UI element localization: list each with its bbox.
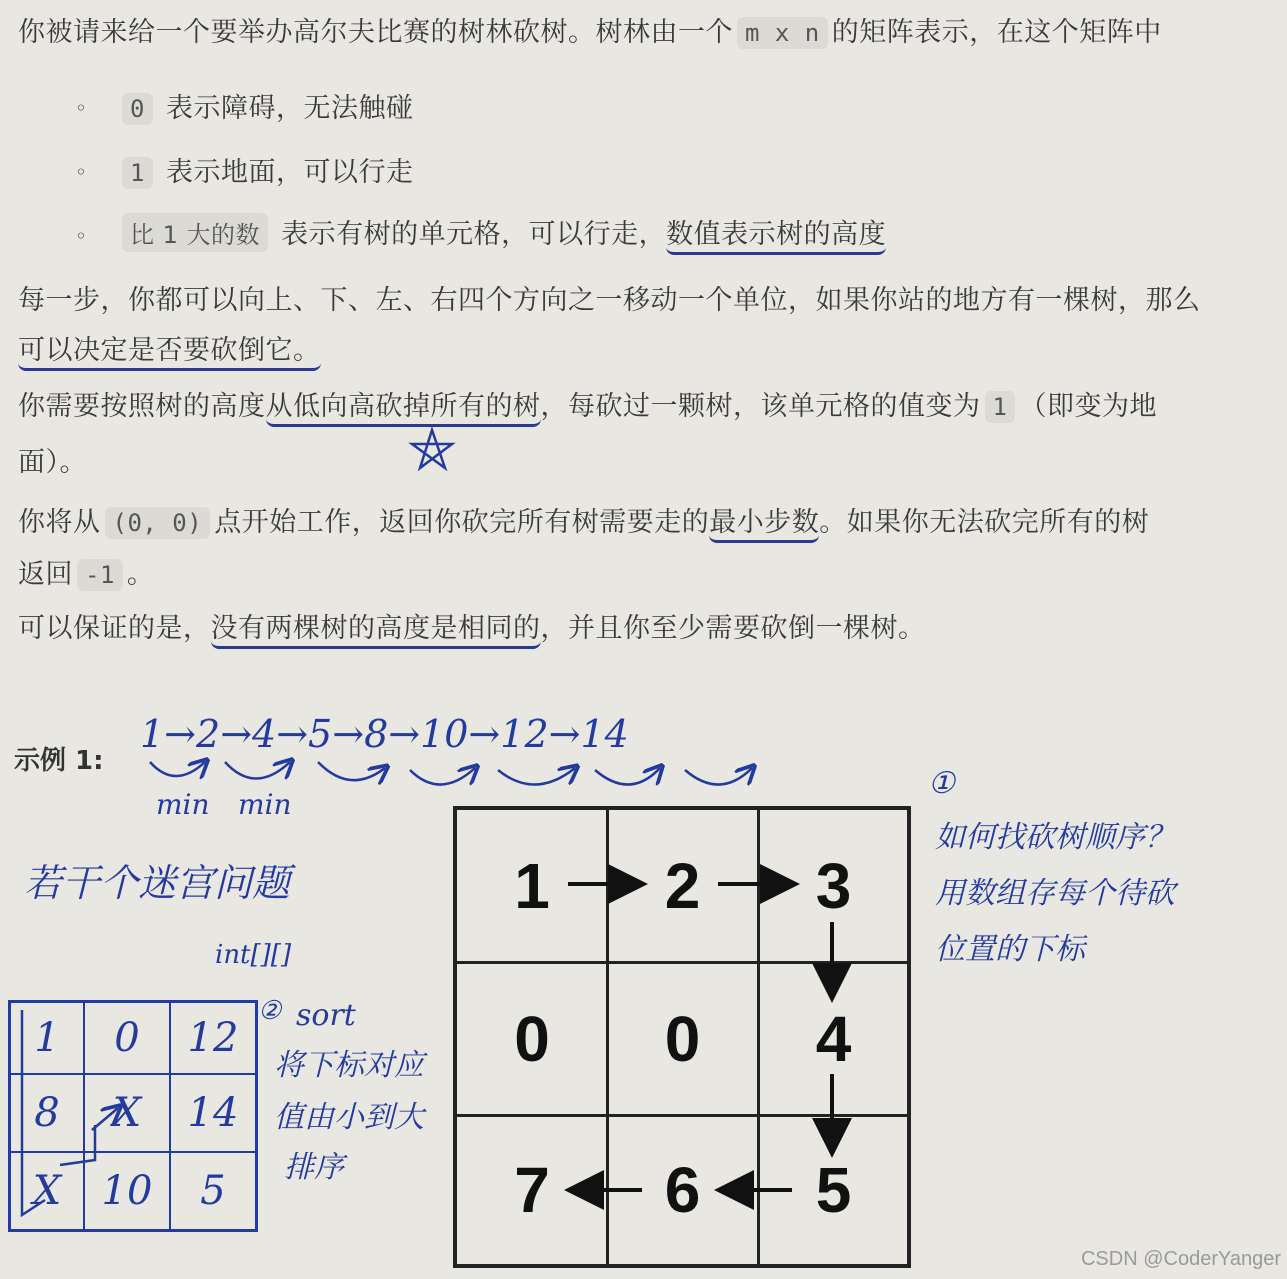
hand-path-icon: [22, 1010, 45, 1215]
para-3-text-c: 。如果你无法砍完所有的树: [819, 507, 1150, 538]
para-2-text-c: （即变为地: [1019, 391, 1157, 422]
hand-cell: 1: [34, 1015, 60, 1061]
hand-cell: X: [32, 1168, 62, 1214]
handwritten-int-array: int[][]: [215, 940, 292, 970]
grid-cell: 3: [815, 850, 852, 922]
curve-arrow-icon: [410, 768, 475, 785]
underlined-decide: 可以决定是否要砍倒它。: [18, 335, 321, 371]
handwritten-sort-line-3: 排序: [284, 1150, 344, 1185]
curve-arrow-icon: [498, 768, 575, 785]
handwritten-circle-2: ②: [258, 996, 282, 1026]
para-1-line-1: 每一步，你都可以向上、下、左、右四个方向之一移动一个单位，如果你站的地方有一棵树，那么: [18, 285, 1201, 316]
hand-cell: X: [112, 1090, 142, 1136]
hand-path-icon: [60, 1125, 95, 1165]
star-icon: [412, 430, 452, 468]
hand-cell: 10: [101, 1168, 153, 1214]
para-3-text-b: 点开始工作，返回你砍完所有树需要走的: [214, 507, 710, 538]
handwritten-min-1: min: [156, 788, 210, 821]
para-4-text: 可以保证的是，: [18, 613, 211, 644]
handwritten-sort: sort: [296, 998, 356, 1033]
underlined-height: 数值表示树的高度: [666, 219, 886, 255]
code-1: 1: [122, 157, 153, 189]
handwritten-right-line-3: 位置的下标: [935, 932, 1085, 967]
curve-arrow-icon: [150, 762, 205, 776]
grid-cell: 2: [664, 850, 701, 922]
intro-text-end: 的矩阵表示，在这个矩阵中: [831, 17, 1162, 48]
example-label: 示例 1:: [14, 746, 104, 776]
handwritten-maze-note: 若干个迷宫问题: [24, 861, 291, 905]
hand-cell: 0: [114, 1015, 140, 1061]
grid-cell: 5: [815, 1154, 852, 1226]
code-mxn: m x n: [737, 17, 828, 49]
watermark: CSDN @CoderYanger: [1080, 1248, 1281, 1270]
para-4-text-b: ，并且你至少需要砍倒一棵树。: [540, 613, 926, 644]
para-2-text: 你需要按照树的高度: [18, 391, 266, 422]
hand-cell: 8: [34, 1090, 60, 1136]
bullet-0-text: 表示障碍，无法触碰: [166, 93, 414, 124]
underlined-min-steps: 最小步数: [709, 507, 819, 543]
intro-text: 你被请来给一个要举办高尔夫比赛的树林砍树。树林由一个: [18, 17, 733, 48]
grid-cell: 0: [664, 1002, 701, 1075]
grid-cell: 0: [514, 1002, 550, 1075]
para-3-text: 你将从: [18, 507, 101, 538]
code-origin: (0, 0): [105, 507, 211, 539]
handwritten-right-line-2: 用数组存每个待砍: [935, 876, 1175, 911]
grid-cell: 1: [514, 850, 550, 922]
curve-arrow-icon: [225, 762, 290, 779]
hand-path-icon: [92, 1108, 118, 1130]
grid-cell: 6: [664, 1154, 701, 1226]
hand-cell: 5: [200, 1168, 226, 1214]
grid-cell: 7: [514, 1154, 550, 1226]
code-1-b: 1: [985, 391, 1016, 423]
para-2-line-2: 面）。: [18, 447, 87, 478]
bullet-icon: ◦: [75, 160, 87, 184]
bullet-icon: ◦: [75, 96, 87, 120]
hand-cell: 14: [187, 1090, 239, 1136]
handwritten-circle-1: ①: [928, 766, 955, 801]
curve-arrow-icon: [318, 762, 385, 780]
para-3-return: 返回: [18, 559, 73, 590]
curve-arrow-icon: [595, 768, 660, 785]
handwritten-min-2: min: [238, 788, 292, 821]
handwritten-sort-line-1: 将下标对应: [274, 1048, 424, 1083]
bullet-icon: ◦: [75, 224, 87, 248]
code-neg1: -1: [77, 559, 123, 591]
underlined-unique-heights: 没有两棵树的高度是相同的: [211, 613, 541, 649]
hand-cell: 12: [187, 1015, 239, 1061]
grid-cell: 4: [815, 1002, 852, 1075]
underlined-low-to-high: 从低向高砍掉所有的树: [266, 391, 541, 427]
curve-arrow-icon: [685, 768, 752, 785]
code-gt1: 比 1 大的数: [122, 213, 268, 252]
bullet-1-text: 表示地面，可以行走: [166, 157, 414, 188]
code-0: 0: [122, 93, 153, 125]
para-3-period: 。: [126, 559, 155, 590]
handwritten-sort-line-2: 值由小到大: [274, 1100, 424, 1135]
handwritten-right-line-1: 如何找砍树顺序？: [935, 820, 1175, 855]
handwritten-sequence: 1→2→4→5→8→10→12→14: [140, 712, 629, 756]
bullet-2-text: 表示有树的单元格，可以行走，: [281, 219, 667, 250]
para-2-text-b: ，每砍过一颗树，该单元格的值变为: [540, 391, 981, 422]
